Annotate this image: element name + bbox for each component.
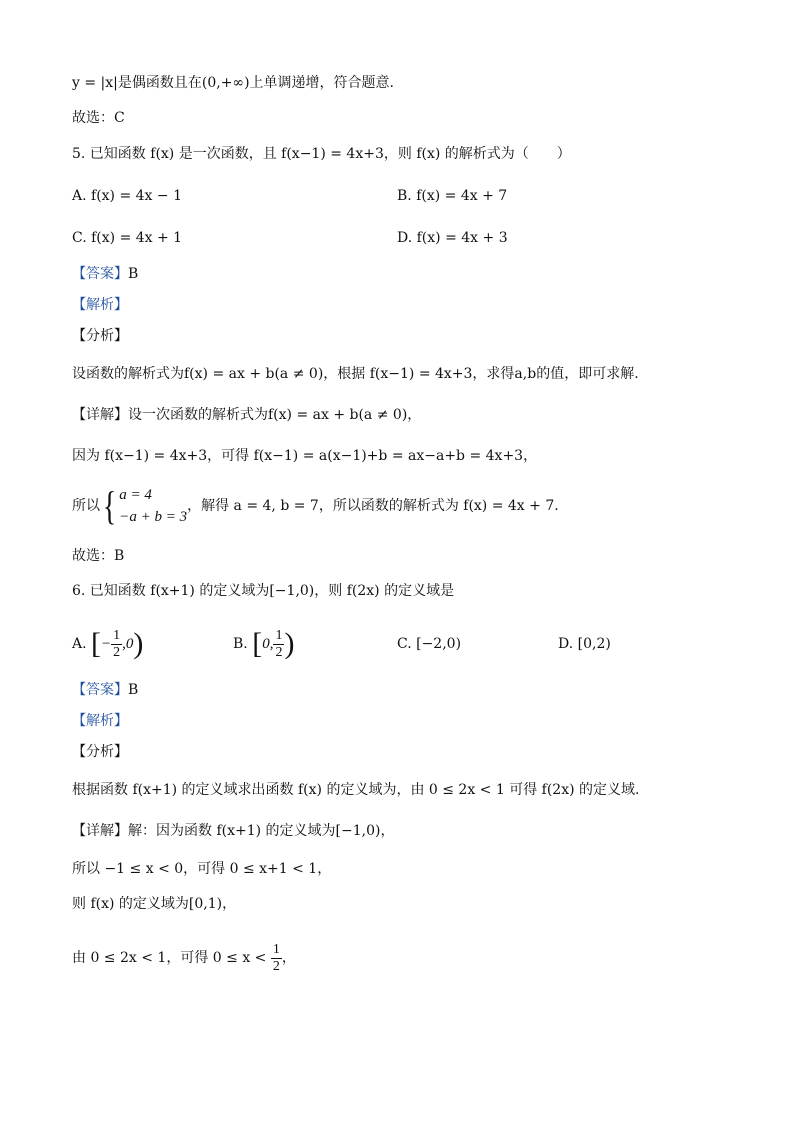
answer-line [72,680,138,700]
text-prefix: 由 0 ≤ 2x < 1，可得 0 ≤ x < [72,950,267,966]
text-line: 则 f(x) 的定义域为[0,1)， [72,896,237,912]
text-line: y = |x|是偶函数且在(0,+∞)上单调递增，符合题意. [72,75,394,91]
option-d: D. f(x) = 4x + 3 [397,230,508,246]
answer-value: B [128,682,139,698]
fenxi-text: 根据函数 f(x+1) 的定义域求出函数 f(x) 的定义域为，由 0 ≤ 2x < 1 可得 f(2x) 的定义域. [72,782,640,798]
analysis-tag: 【解析】 [72,713,128,729]
equation-system [119,484,187,528]
option-c: C. [−2,0) [397,636,462,652]
text-suffix: ， [281,950,296,966]
text-line: 故选：C [72,110,125,126]
option-a: A. f(x) = 4x − 1 [72,188,182,204]
option-b: B. f(x) = 4x + 7 [397,188,508,204]
fenxi-tag: 【分析】 [72,744,128,760]
detail-text: 解：因为函数 f(x+1) 的定义域为[−1,0)， [128,823,395,839]
fraction: $\frac{1}{2}$ [113,627,121,660]
answer-line [72,264,138,284]
paren-glyph: ) [133,627,144,660]
fenxi-text: 设函数的解析式为f(x) = ax + b(a ≠ 0)，根据 f(x−1) = 4x+3，求得a,b的值，即可求解. [72,366,639,382]
question-5: 5. 已知函数 f(x) 是一次函数，且 f(x−1) = 4x+3，则 f(x) 的解析式为（ ） [72,146,571,162]
text-line [72,938,296,978]
detail-line [72,405,421,425]
option-b: B. [0, $\frac{1}{2}$ ) [233,627,295,660]
analysis-tag: 【解析】 [72,297,128,313]
option-d: D. [0,2) [558,636,611,652]
fenxi-tag: 【分析】 [72,328,128,344]
text-line: 所以 −1 ≤ x < 0，可得 0 ≤ x+1 < 1， [72,861,332,877]
text-line: 故选：B [72,548,125,564]
option-letter: B. [233,636,248,652]
system-line [72,484,559,528]
fraction: $\frac{1}{2}$ [272,941,280,974]
detail-tag: 【详解】 [72,407,128,423]
text-line: 因为 f(x−1) = 4x+3，可得 f(x−1) = a(x−1)+b = ax−a+b = 4x+3， [72,448,538,464]
detail-text: 设一次函数的解析式为f(x) = ax + b(a ≠ 0)， [128,407,422,423]
answer-tag: 【答案】 [72,682,128,698]
answer-tag: 【答案】 [72,266,128,282]
brace-glyph: { [102,483,117,528]
answer-value: B [128,266,139,282]
option-a: A. [− $\frac{1}{2}$ ,0) [72,627,144,660]
detail-tag: 【详解】 [72,823,128,839]
question-6: 6. 已知函数 f(x+1) 的定义域为[−1,0)，则 f(2x) 的定义域是 [72,583,455,599]
paren-glyph: ) [284,627,295,660]
text-prefix: 所以 [72,498,100,514]
text-suffix: ，解得 a = 4, b = 7，所以函数的解析式为 f(x) = 4x + 7. [187,498,559,514]
equation-1: a = 4 [119,487,152,503]
fraction: $\frac{1}{2}$ [275,627,283,660]
equation-2: −a + b = 3 [119,509,188,525]
detail-line [72,821,394,841]
bracket-glyph: [ [252,627,263,660]
option-c: C. f(x) = 4x + 1 [72,230,183,246]
option-letter: A. [72,636,87,652]
bracket-glyph: [ [91,627,102,660]
